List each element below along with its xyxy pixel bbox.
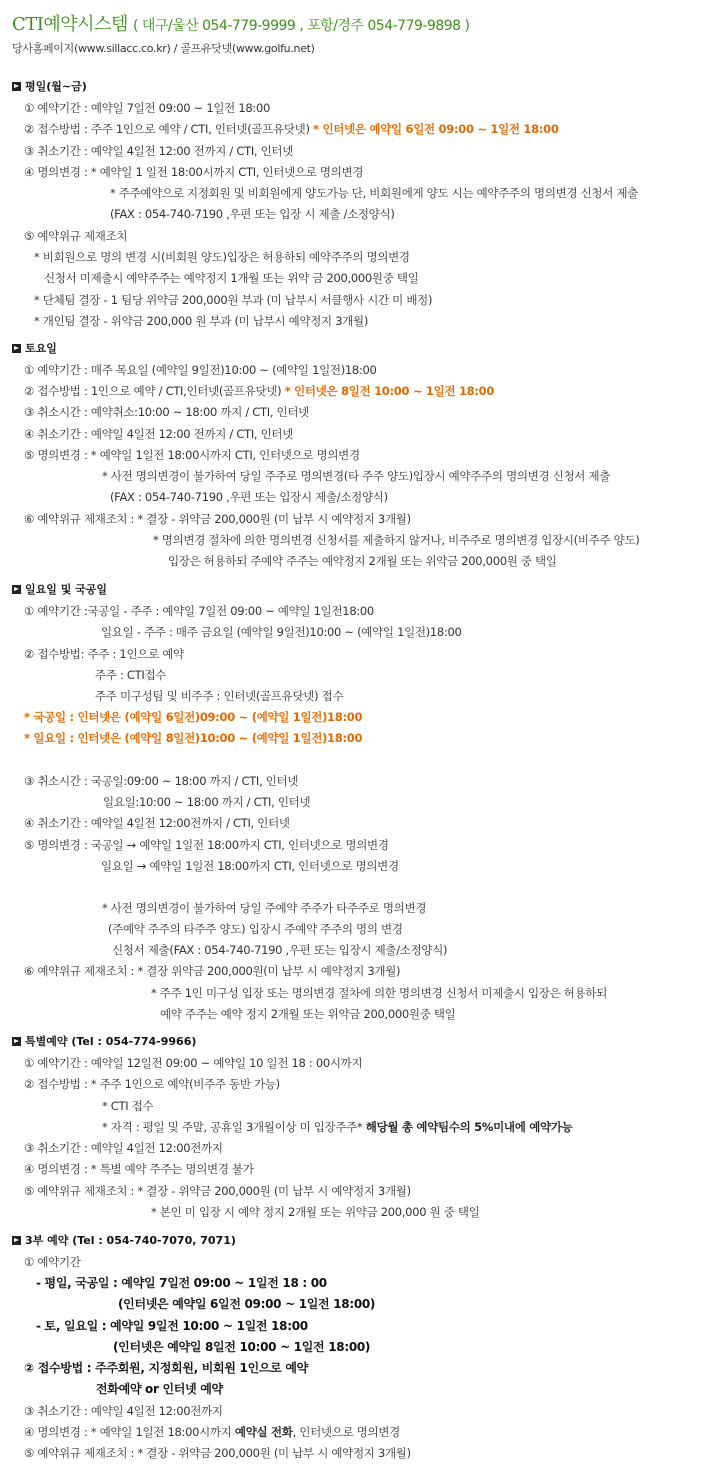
weekday-penalty-1: * 비회원으로 명의 변경 시(비회원 양도)입장은 허용하되 예약주주의 명의변경 [34,250,410,264]
special-penalty-2: * 본인 미 입장 시 예약 정지 2개월 또는 위약금 200,000 원 중 택일 [151,1205,480,1219]
weekday-method: ② 접수방법 : 주주 1인으로 예약 / CTI, 인터넷(골프유닷넷) * 인터넷은 예약일 6일전 09:00 ~ 1일전 18:00 [24,122,559,136]
saturday-method: ② 접수방법 : 1인으로 예약 / CTI,인터넷(골프유닷넷) * 인터넷은 8일전 10:00 ~ 1일전 18:00 [24,384,495,398]
weekday-penalty-4: * 개인팀 결장 - 위약금 200,000 원 부과 (미 납부시 예약정지 3개월) [34,314,369,328]
sunday-cancel-time: ③ 취소시간 : 국공일:09:00 ~ 18:00 까지 / CTI, 인터넷 [24,774,299,788]
section-title: 일요일 및 국공일 [25,583,108,596]
special-qualification: * 자격 : 평일 및 주말, 공휴일 3개월이상 미 입장주주* 해당월 총 예약팀수의 5%미내에 예약가능 [102,1120,573,1134]
third-transfer-phone: 예약실 전화 [234,1425,293,1439]
sunday-transfer-note-3: 신청서 제출(FAX : 054-740-7190 ,우편 또는 입장시 제출/소정양식) [112,943,448,957]
saturday-fax: (FAX : 054-740-7190 ,우편 또는 입장시 제출/소정양식) [110,490,388,504]
sunday-method: ② 접수방법: 주주 : 1인으로 예약 [24,647,184,661]
weekday-cancel: ③ 취소기간 : 예약일 4일전 12:00 전까지 / CTI, 인터넷 [24,144,294,158]
bullet-arrow-icon [12,1236,21,1245]
special-cancel: ③ 취소기간 : 예약일 4일전 12:00전까지 [24,1141,223,1155]
special-quota-highlight: 해당월 총 예약팀수의 5%미내에 예약가능 [365,1120,573,1134]
sunday-method-cti: 주주 : CTI접수 [95,668,167,682]
sunday-period-holiday: ① 예약기간 :국공일 - 주주 : 예약일 7일전 09:00 ~ 예약일 1일전18:00 [24,604,374,618]
third-period-weekday: - 평일, 국공일 : 예약일 7일전 09:00 ~ 1일전 18 : 00 [36,1276,327,1290]
weekday-penalty: ⑤ 예약위규 제재조치 [24,229,128,243]
page-title [12,10,470,36]
section-special-heading [12,1033,196,1049]
sunday-method-internet: 주주 미구성팀 및 비주주 : 인터넷(골프유닷넷) 접수 [95,689,344,703]
saturday-period: ① 예약기간 : 매주 목요일 (예약일 9일전)10:00 ~ (예약일 1일전)18:00 [24,363,377,377]
sunday-cancel-period: ④ 취소기간 : 예약일 4일전 12:00전까지 / CTI, 인터넷 [24,816,290,830]
special-period: ① 예약기간 : 예약일 12일전 09:00 ~ 예약일 10 일전 18 : 00시까지 [24,1056,363,1070]
sunday-transfer-sunday: 일요일 → 예약일 1일전 18:00까지 CTI, 인터넷으로 명의변경 [101,859,399,873]
sunday-cancel-time-2: 일요일:10:00 ~ 18:00 까지 / CTI, 인터넷 [103,795,311,809]
weekday-period: ① 예약기간 : 예약일 7일전 09:00 ~ 1일전 18:00 [24,101,270,115]
weekday-penalty-2: 신청서 미제출시 예약주주는 예약정지 1개월 또는 위약 금 200,000원중 택일 [44,271,419,285]
section-weekday-heading [12,78,87,94]
weekday-transfer: ④ 명의변경 : * 예약일 1 일전 18:00시까지 CTI, 인터넷으로 명의변경 [24,165,364,179]
sunday-transfer-note-1: * 사전 명의변경이 불가하여 당일 주예약 주주가 타주주로 명의변경 [102,901,427,915]
special-method-cti: * CTI 접수 [102,1099,154,1113]
sunday-period-sunday: 일요일 - 주주 : 매주 금요일 (예약일 9일전)10:00 ~ (예약일 1일전)18:00 [101,625,462,639]
weekday-fax: (FAX : 054-740-7190 ,우편 또는 입장 시 제출 /소정양식) [110,207,395,221]
title-text: CTI예약시스템 [12,14,128,35]
bullet-arrow-icon [12,585,21,594]
saturday-cancel-time: ③ 취소시간 : 예약취소:10:00 ~ 18:00 까지 / CTI, 인터넷 [24,405,309,419]
sunday-penalty: ⑥ 예약위규 제재조치 : * 결장 위약금 200,000원(미 납부 시 예약정지 3개월) [24,964,401,978]
third-period-weekend: - 토, 일요일 : 예약일 9일전 10:00 ~ 1일전 18:00 [36,1319,308,1333]
saturday-internet-highlight: * 인터넷은 8일전 10:00 ~ 1일전 18:00 [284,384,495,398]
section-saturday-heading [12,340,57,356]
special-method: ② 접수방법 : * 주주 1인으로 예약(비주주 동반 가능) [24,1077,280,1091]
saturday-transfer-note: * 사전 명의변경이 불가하여 당일 주주로 명의변경(타 주주 양도)입장시 예약주주의 명의변경 신청서 제출 [102,469,611,483]
weekday-penalty-3: * 단체팀 결장 - 1 팀당 위약금 200,000원 부과 (미 납부시 서클행사 시간 미 배정) [34,293,433,307]
sunday-penalty-2: * 주주 1인 미구성 입장 또는 명의변경 절차에 의한 명의변경 신청서 미제출시 입장은 허용하되 [151,986,608,1000]
third-method: ② 접수방법 : 주주회원, 지정회원, 비회원 1인으로 예약 [24,1361,308,1375]
sunday-penalty-3: 예약 주주는 예약 정지 2개월 또는 위약금 200,000원중 택일 [160,1007,456,1021]
bullet-arrow-icon [12,1037,21,1046]
third-period-weekend-internet: (인터넷은 예약일 8일전 10:00 ~ 1일전 18:00) [113,1340,371,1354]
saturday-transfer: ⑤ 명의변경 : * 예약일 1일전 18:00시까지 CTI, 인터넷으로 명의변경 [24,448,360,462]
sunday-internet-highlight: * 일요일 : 인터넷은 (예약일 8일전)10:00 ~ (예약일 1일전)18:00 [24,731,363,745]
third-period: ① 예약기간 [24,1255,81,1269]
homepage-links: 당사홈페이지(www.sillacc.co.kr) / 골프유닷넷(www.golfu.net) [12,42,315,55]
third-penalty: ⑤ 예약위규 제재조치 : * 결장 - 위약금 200,000원 (미 납부 시 예약정지 3개월) [24,1446,411,1460]
bullet-arrow-icon [12,82,21,91]
weekday-transfer-note: * 주주예약으로 지정회원 및 비회원에게 양도가능 단, 비회원에게 양도 시는 예약주주의 명의변경 신청서 제출 [110,186,639,200]
bullet-arrow-icon [12,344,21,353]
saturday-penalty-2: * 명의변경 절차에 의한 명의변경 신청서를 제출하지 않거나, 비주주로 명의변경 입장시(비주주 양도) [153,533,640,547]
weekday-internet-highlight: * 인터넷은 예약일 6일전 09:00 ~ 1일전 18:00 [313,122,559,136]
section-title: 토요일 [25,342,57,355]
third-method-2: 전화예약 or 인터넷 예약 [96,1382,223,1396]
third-transfer: ④ 명의변경 : * 예약일 1일전 18:00시까지 예약실 전화, 인터넷으로 명의변경 [24,1425,400,1439]
sunday-transfer-holiday: ⑤ 명의변경 : 국공일 → 예약일 1일전 18:00까지 CTI, 인터넷으로 명의변경 [24,838,389,852]
special-penalty: ⑤ 예약위규 제재조치 : * 결장 - 위약금 200,000원 (미 납부 시 예약정지 3개월) [24,1184,411,1198]
saturday-penalty-3: 입장은 허용하되 주예약 주주는 예약정지 2개월 또는 위약금 200,000원 중 택일 [168,554,557,568]
third-cancel: ③ 취소기간 : 예약일 4일전 12:00전까지 [24,1404,223,1418]
contact-numbers: ( 대구/울산 054-779-9999 , 포항/경주 054-779-9898 ) [132,18,470,34]
saturday-penalty: ⑥ 예약위규 제재조치 : * 결장 - 위약금 200,000원 (미 납부 시 예약정지 3개월) [24,512,411,526]
section-sunday-heading [12,581,107,597]
third-period-weekday-internet: (인터넷은 예약일 6일전 09:00 ~ 1일전 18:00) [118,1297,376,1311]
saturday-cancel-period: ④ 취소기간 : 예약일 4일전 12:00 전까지 / CTI, 인터넷 [24,427,294,441]
sunday-transfer-note-2: (주예약 주주의 타주주 양도) 입장시 주예약 주주의 명의 변경 [108,922,403,936]
section-title: 특별예약 (Tel : 054-774-9966) [25,1035,197,1048]
section-title: 평일(월~금) [25,80,87,93]
section-third-heading [12,1232,236,1248]
holiday-internet-highlight: * 국공일 : 인터넷은 (예약일 6일전)09:00 ~ (예약일 1일전)18:00 [24,710,363,724]
special-transfer: ④ 명의변경 : * 특별 예약 주주는 명의변경 불가 [24,1162,254,1176]
section-title: 3부 예약 (Tel : 054-740-7070, 7071) [25,1234,236,1247]
